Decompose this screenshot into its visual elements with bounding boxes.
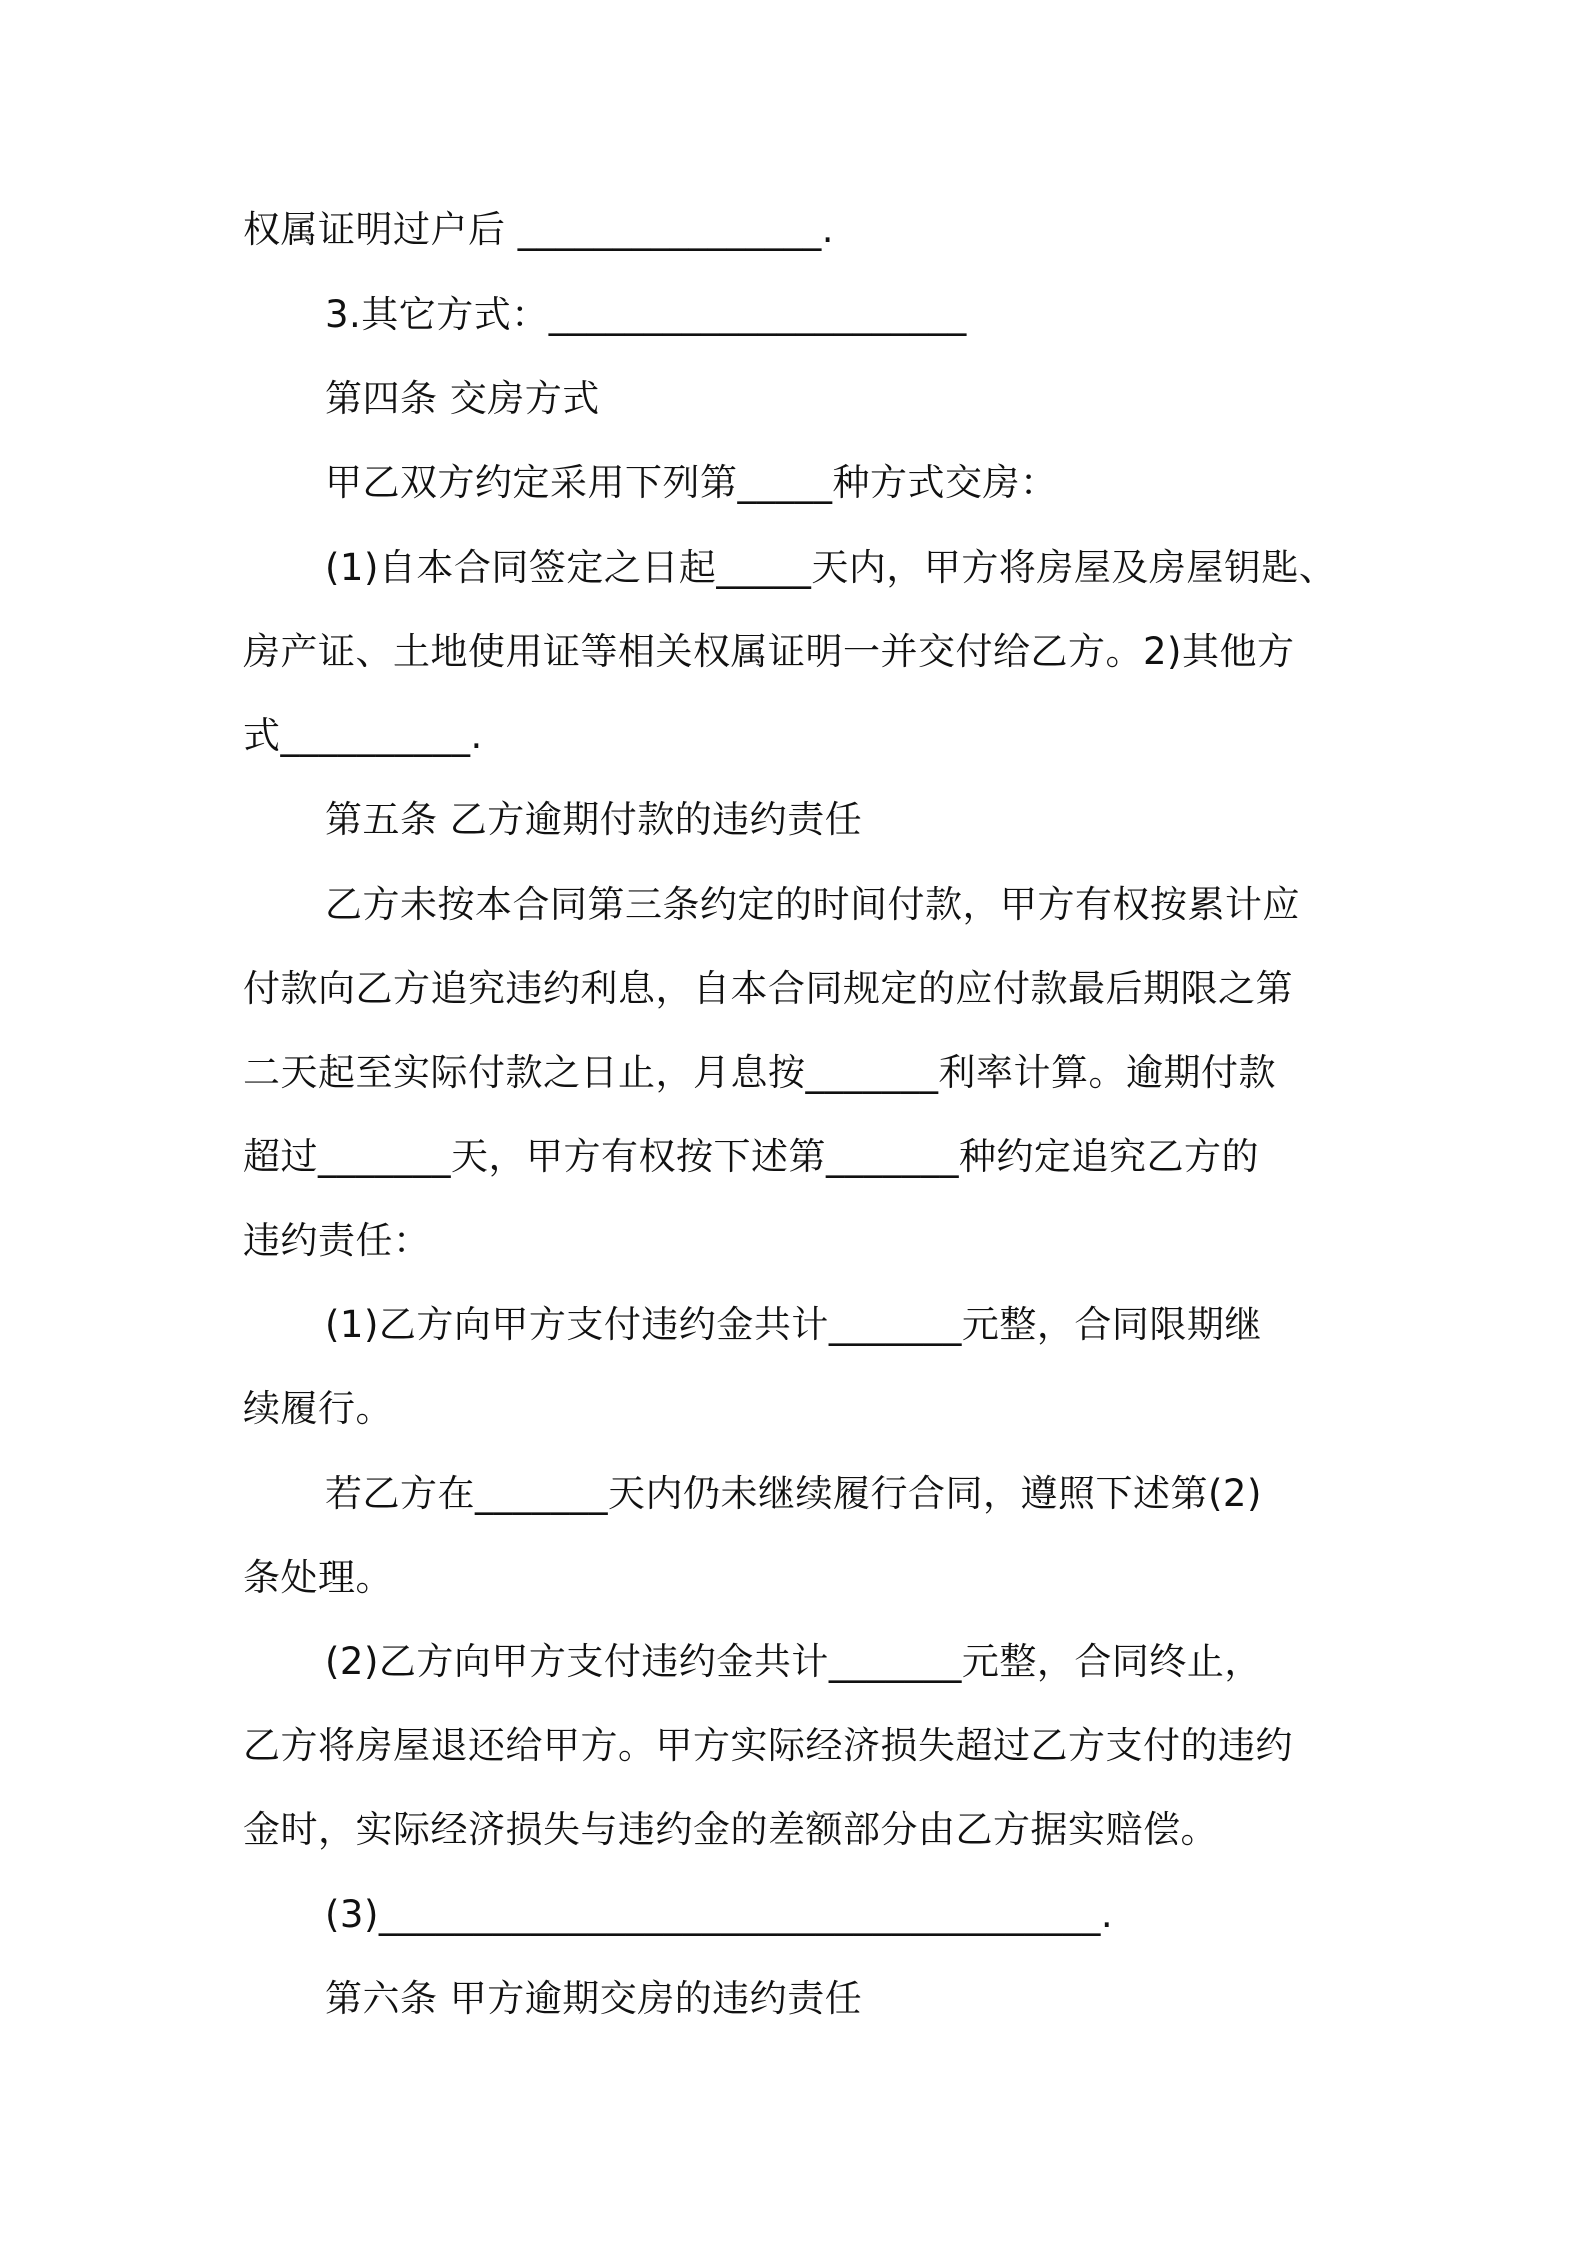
- text-line: 超过_______天，甲方有权按下述第_______种约定追究乙方的: [243, 1135, 1259, 1178]
- text-line: 金时，实际经济损失与违约金的差额部分由乙方据实赔偿。: [243, 1808, 1218, 1851]
- text-line: (2)乙方向甲方支付违约金共计_______元整，合同终止，: [325, 1640, 1262, 1683]
- text-line: 甲乙双方约定采用下列第_____种方式交房：: [325, 461, 1058, 504]
- text-line: 乙方未按本合同第三条约定的时间付款，甲方有权按累计应: [325, 883, 1300, 926]
- text-line: 条处理。: [243, 1556, 393, 1599]
- text-line: 房产证、土地使用证等相关权属证明一并交付给乙方。2)其他方: [243, 630, 1295, 673]
- text-line: 付款向乙方追究违约利息，自本合同规定的应付款最后期限之第: [243, 967, 1293, 1010]
- section-heading: 第五条 乙方逾期付款的违约责任: [325, 798, 863, 841]
- text-line: 续履行。: [243, 1387, 393, 1430]
- text-line: (3)______________________________________.: [325, 1893, 1114, 1936]
- text-line: 违约责任：: [243, 1219, 431, 1262]
- text-line: 3.其它方式：______________________: [325, 293, 967, 336]
- text-line: 二天起至实际付款之日止，月息按_______利率计算。逾期付款: [243, 1051, 1276, 1094]
- section-heading: 第六条 甲方逾期交房的违约责任: [325, 1977, 863, 2020]
- text-line: 乙方将房屋退还给甲方。甲方实际经济损失超过乙方支付的违约: [243, 1724, 1293, 1767]
- text-line: 式__________.: [243, 714, 483, 757]
- text-line: (1)乙方向甲方支付违约金共计_______元整，合同限期继: [325, 1303, 1262, 1346]
- text-line: (1)自本合同签定之日起_____天内，甲方将房屋及房屋钥匙、: [325, 546, 1337, 589]
- text-line: 权属证明过户后 ________________.: [243, 208, 835, 251]
- text-line: 若乙方在_______天内仍未继续履行合同，遵照下述第(2): [325, 1472, 1262, 1515]
- section-heading: 第四条 交房方式: [325, 377, 600, 420]
